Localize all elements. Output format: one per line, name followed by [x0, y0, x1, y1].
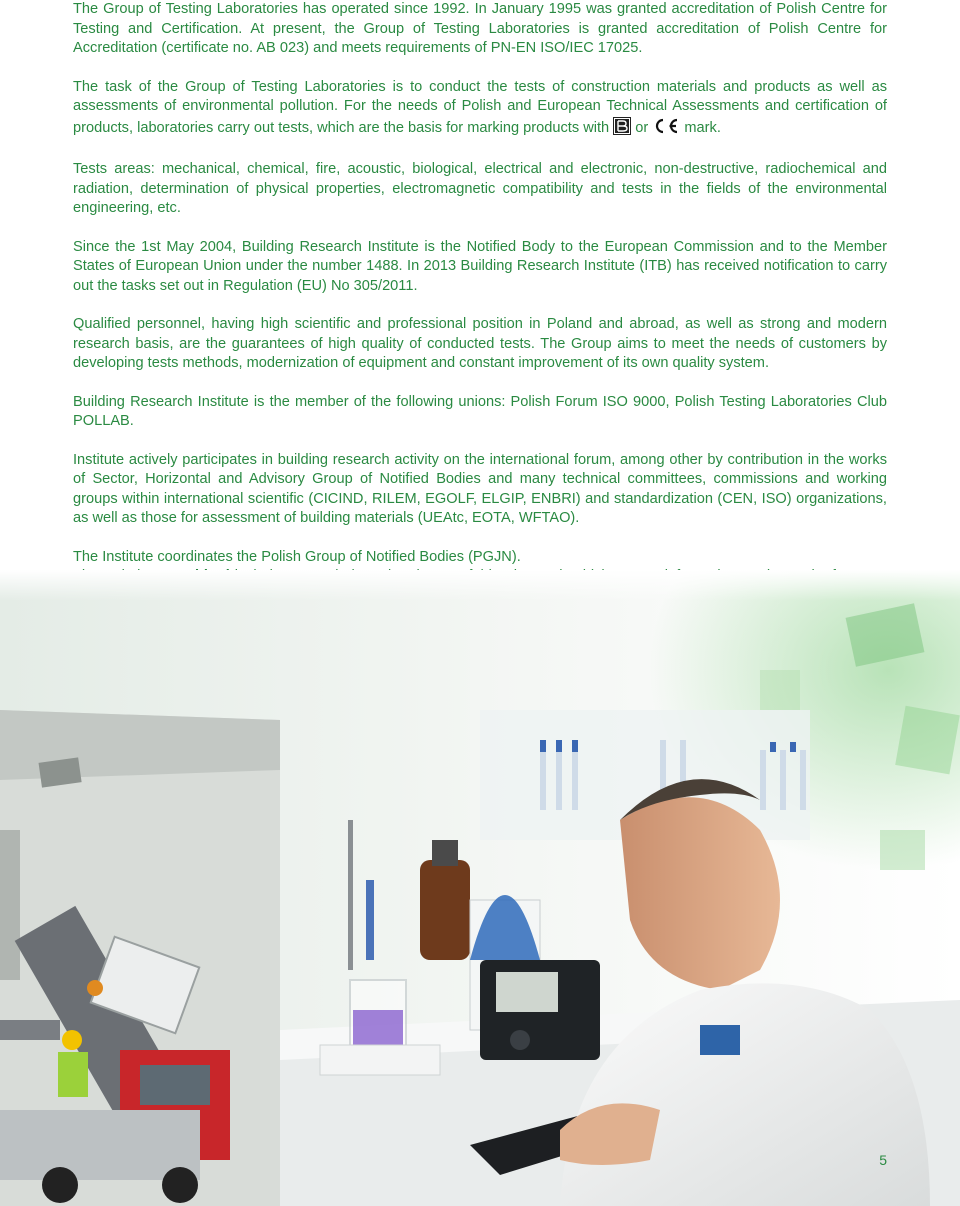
paragraph-unions: Building Research Institute is the member of the following unions: Polish Forum ISO 9000, Polish Testing Laboratories Club POLLAB.	[73, 393, 887, 429]
paragraph-task-or: or	[635, 119, 649, 136]
paragraph-personnel: Qualified personnel, having high scientific and professional position in Poland and abroad, as well as strong and modern research basis, are the guarantees of high quality of conducted tests. The Group aims to meet the needs of customers by developing tests methods, modernization of equipment and constant improvement of its own quality system.	[73, 316, 887, 371]
laboratory-photo	[0, 570, 960, 1206]
paragraph-notified-body: Since the 1st May 2004, Building Research Institute is the Notified Body to the European Commission and to the Member States of European Union under the number 1488. In 2013 Building Research Institute (ITB) has received notification to carry out the tasks set out in Regulation (EU) No 305/2011.	[73, 238, 887, 294]
b-mark-icon	[613, 117, 631, 142]
paragraph-pgjn: The Institute coordinates the Polish Group of Notified Bodies (PGJN).	[73, 548, 521, 565]
paragraph-test-areas: Tests areas: mechanical, chemical, fire, acoustic, biological, electrical and electronic, non-destructive, radiochemical and radiation, determination of physical properties, electromagnetic compatibility and tests in the fields of the environmental engineering, etc.	[73, 161, 887, 216]
paragraph-accreditation: The Group of Testing Laboratories has operated since 1992. In January 1995 was granted accreditation of Polish Centre for Testing and Certification. At present, the Group of Testing Laboratories is granted accreditation of Polish Centre for Accreditation (certificate no. AB 023) and meets requirements of PN-EN ISO/IEC 17025.	[73, 1, 887, 56]
ce-mark-icon	[652, 117, 680, 142]
paragraph-international: Institute actively participates in building research activity on the international forum, among other by contribution in the works of Sector, Horizontal and Advisory Group of Notified Bodies and many technical committees, commissions and working groups within international scientific (CICIND, RILEM, EGOLF, ELGIP, ENBRI) and standardization (CEN, ISO) organizations, as well as those for assessment of building materials (UEAtc, EOTA, WFTAO).	[73, 451, 887, 526]
paragraph-task	[73, 78, 887, 142]
body-text	[73, 0, 887, 625]
paragraph-task-mark: mark.	[684, 119, 721, 136]
page-number: 5	[879, 1152, 887, 1168]
paragraph-task-text: The task of the Group of Testing Laboratories is to conduct the tests of construction materials and products as well as assessments of environmental pollution. For the needs of Polish and European Technical Assessments and certification of products, laboratories carry out tests, which are the basis for marking products with	[73, 78, 887, 136]
laboratory-photo-illustration	[0, 570, 960, 1206]
